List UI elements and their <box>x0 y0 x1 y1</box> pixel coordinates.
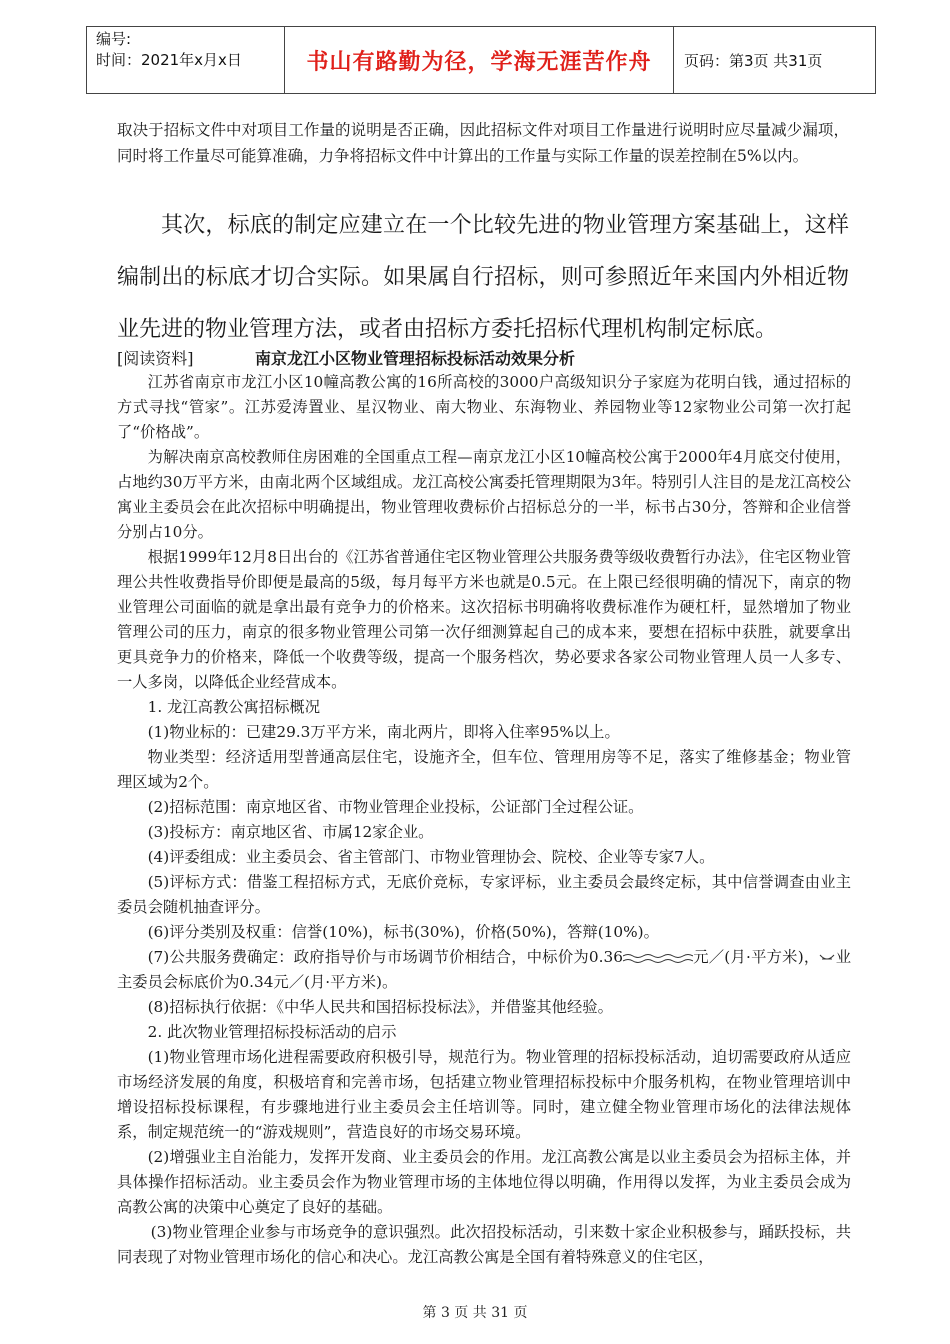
body-paragraph: (2)增强业主自治能力，发挥开发商、业主委员会的作用。龙江高教公寓是以业主委员会为招标主体，并具体操作招标活动。业主委员会作为物业管理市场的主体地位得以明确，作用得以发挥，为业主委员会成为高教公寓的决策中心奠定了良好的基础。 <box>117 1148 851 1216</box>
list-item-fee <box>117 945 851 995</box>
fee-text-c: 业主委员会标底价为0.34元／(月·平方米)。 <box>117 948 851 991</box>
header-motto: 书山有路勤为径，学海无涯苦作舟 <box>285 27 674 93</box>
fee-text-a: (7)公共服务费确定：政府指导价与市场调节价相结合，中标价为0.36 <box>147 948 623 966</box>
list-item: (8)招标执行依据：《中华人民共和国招标投标法》，并借鉴其他经验。 <box>147 998 613 1016</box>
scribble-mark-icon <box>819 953 835 963</box>
header-page-label: 页码：第3页 共31页 <box>684 51 823 70</box>
body-paragraph: (3)物业管理企业参与市场竞争的意识强烈。此次招投标活动，引来数十家企业积极参与，踊跃投标，共同表现了对物业管理市场化的信心和决心。龙江高教公寓是全国有着特殊意义的住宅区， <box>117 1223 851 1266</box>
reading-body <box>117 370 851 1270</box>
header-meta <box>87 27 285 93</box>
number-label: 编号: <box>96 30 132 48</box>
reading-tag: [阅读资料] <box>117 349 194 368</box>
section-heading: 2. 此次物业管理招标投标活动的启示 <box>147 1023 397 1041</box>
big-paragraph: 其次，标底的制定应建立在一个比较先进的物业管理方案基础上，这样编制出的标底才切合实际。如果属自行招标，则可参照近年来国内外相近物业先进的物业管理方法，或者由招标方委托招标代理机构制定标底。 <box>117 213 849 342</box>
time-label: 时间：2021年x月x日 <box>96 51 242 69</box>
page-header <box>86 26 876 94</box>
list-item: (3)投标方：南京地区省、市属12家企业。 <box>147 823 434 841</box>
section-heading: 1. 龙江高教公寓招标概况 <box>147 698 321 716</box>
list-item: 物业类型：经济适用型普通高层住宅，设施齐全，但车位、管理用房等不足，落实了维修基金；物业管理区域为2个。 <box>117 748 851 791</box>
list-item: (1)物业标的：已建29.3万平方米，南北两片，即将入住率95%以上。 <box>147 723 620 741</box>
list-item: (2)招标范围：南京地区省、市物业管理企业投标，公证部门全过程公证。 <box>147 798 644 816</box>
reading-title-line <box>117 346 849 369</box>
page-footer: 第 3 页 共 31 页 <box>422 1305 528 1321</box>
reading-title: 南京龙江小区物业管理招标投标活动效果分析 <box>255 349 576 368</box>
body-paragraph: (1)物业管理市场化进程需要政府积极引导，规范行为。物业管理的招标投标活动，迫切需要政府从适应市场经济发展的角度，积极培育和完善市场，包括建立物业管理招标投标中介服务机构，在物业管理培训中增设招标投标课程，有步骤地进行业主委员会主任培训等。同时，建立健全物业管理市场化的法律法规体系，制定规范统一的“游戏规则”，营造良好的市场交易环境。 <box>117 1048 851 1141</box>
list-item: (6)评分类别及权重：信誉(10%)，标书(30%)，价格(50%)，答辩(10%)。 <box>147 923 659 941</box>
body-paragraph: 为解决南京高校教师住房困难的全国重点工程—南京龙江小区10幢高校公寓于2000年4月底交付使用，占地约30万平方米，由南北两个区域组成。龙江高校公寓委托管理期限为3年。特别引人注目的是龙江高校公寓业主委员会在此次招标中明确提出，物业管理收费标价占招标总分的一半，标书占30分，答辩和企业信誉分别占10分。 <box>117 448 851 541</box>
list-item: (5)评标方式：借鉴工程招标方式，无底价竞标，专家评标，业主委员会最终定标，其中信誉调查由业主委员会随机抽查评分。 <box>117 873 851 916</box>
wave-mark-icon <box>623 952 693 964</box>
body-paragraph: 江苏省南京市龙江小区10幢高教公寓的16所高校的3000户高级知识分子家庭为花明白钱，通过招标的方式寻找“管家”。江苏爱涛置业、星汉物业、南大物业、东海物业、养园物业等12家物业公司第一次打起了“价格战”。 <box>117 373 851 441</box>
intro-paragraph: 取决于招标文件中对项目工作量的说明是否正确，因此招标文件对项目工作量进行说明时应尽量减少漏项，同时将工作量尽可能算准确，力争将招标文件中计算出的工作量与实际工作量的误差控制在5%以内。 <box>117 121 849 165</box>
fee-text-b: 元／(月·平方米)， <box>692 948 820 966</box>
body-paragraph: 根据1999年12月8日出台的《江苏省普通住宅区物业管理公共服务费等级收费暂行办法》，住宅区物业管理公共性收费指导价即便是最高的5级，每月每平方米也就是0.5元。在上限已经很明确的情况下，南京的物业管理公司面临的就是拿出最有竞争力的价格来。这次招标书明确将收费标准作为硬杠杆，显然增加了物业管理公司的压力，南京的很多物业管理公司第一次仔细测算起自己的成本来，要想在招标中获胜，就要拿出更具竞争力的价格来，降低一个收费等级，提高一个服务档次，势必要求各家公司物业管理人员一人多专、一人多岗，以降低企业经营成本。 <box>117 548 851 691</box>
list-item: (4)评委组成：业主委员会、省主管部门、市物业管理协会、院校、企业等专家7人。 <box>147 848 715 866</box>
